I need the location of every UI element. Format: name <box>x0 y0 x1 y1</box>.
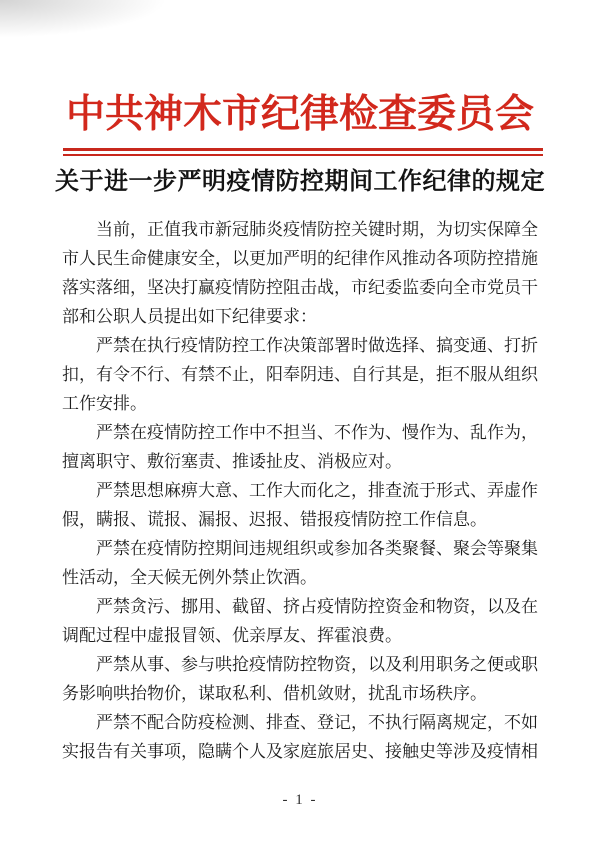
document-title: 关于进一步严明疫情防控期间工作纪律的规定 <box>55 167 545 195</box>
paragraph-rule-3: 严禁思想麻痹大意、工作大而化之，排查流于形式、弄虚作假，瞒报、谎报、漏报、迟报、错报疫情防控工作信息。 <box>62 480 538 529</box>
paragraph-rule-6: 严禁从事、参与哄抢疫情防控物资，以及利用职务之便或职务影响哄抬物价，谋取私利、借机敛财，扰乱市场秩序。 <box>62 654 538 703</box>
page-number: - 1 - <box>282 792 318 808</box>
paragraph-rule-1: 严禁在执行疫情防控工作决策部署时做选择、搞变通、打折扣，有令不行、有禁不止，阳奉阴违、自行其是，拒不服从组织工作安排。 <box>62 335 538 413</box>
paragraph-rule-4: 严禁在疫情防控期间违规组织或参加各类聚餐、聚会等聚集性活动，全天候无例外禁止饮酒。 <box>62 538 538 587</box>
paragraph-rule-7: 严禁不配合防疫检测、排查、登记，不执行隔离规定，不如实报告有关事项，隐瞒个人及家庭旅居史、接触史等涉及疫情相 <box>62 712 538 761</box>
document-body <box>62 215 538 766</box>
paragraph-rule-2: 严禁在疫情防控工作中不担当、不作为、慢作为、乱作为，擅离职守、敷衍塞责、推诿扯皮、消极应对。 <box>62 422 538 471</box>
issuing-authority-title: 中共神木市纪律检查委员会 <box>65 93 534 136</box>
red-divider-line <box>63 148 543 156</box>
paragraph-intro: 当前，正值我市新冠肺炎疫情防控关键时期，为切实保障全市人民生命健康安全，以更加严明的纪律作风推动各项防控措施落实落细，坚决打赢疫情防控阻击战，市纪委监委向全市党员干部和公职人员提出如下纪律要求： <box>62 219 538 326</box>
paragraph-rule-5: 严禁贪污、挪用、截留、挤占疫情防控资金和物资，以及在调配过程中虚报冒领、优亲厚友、挥霍浪费。 <box>62 596 538 645</box>
